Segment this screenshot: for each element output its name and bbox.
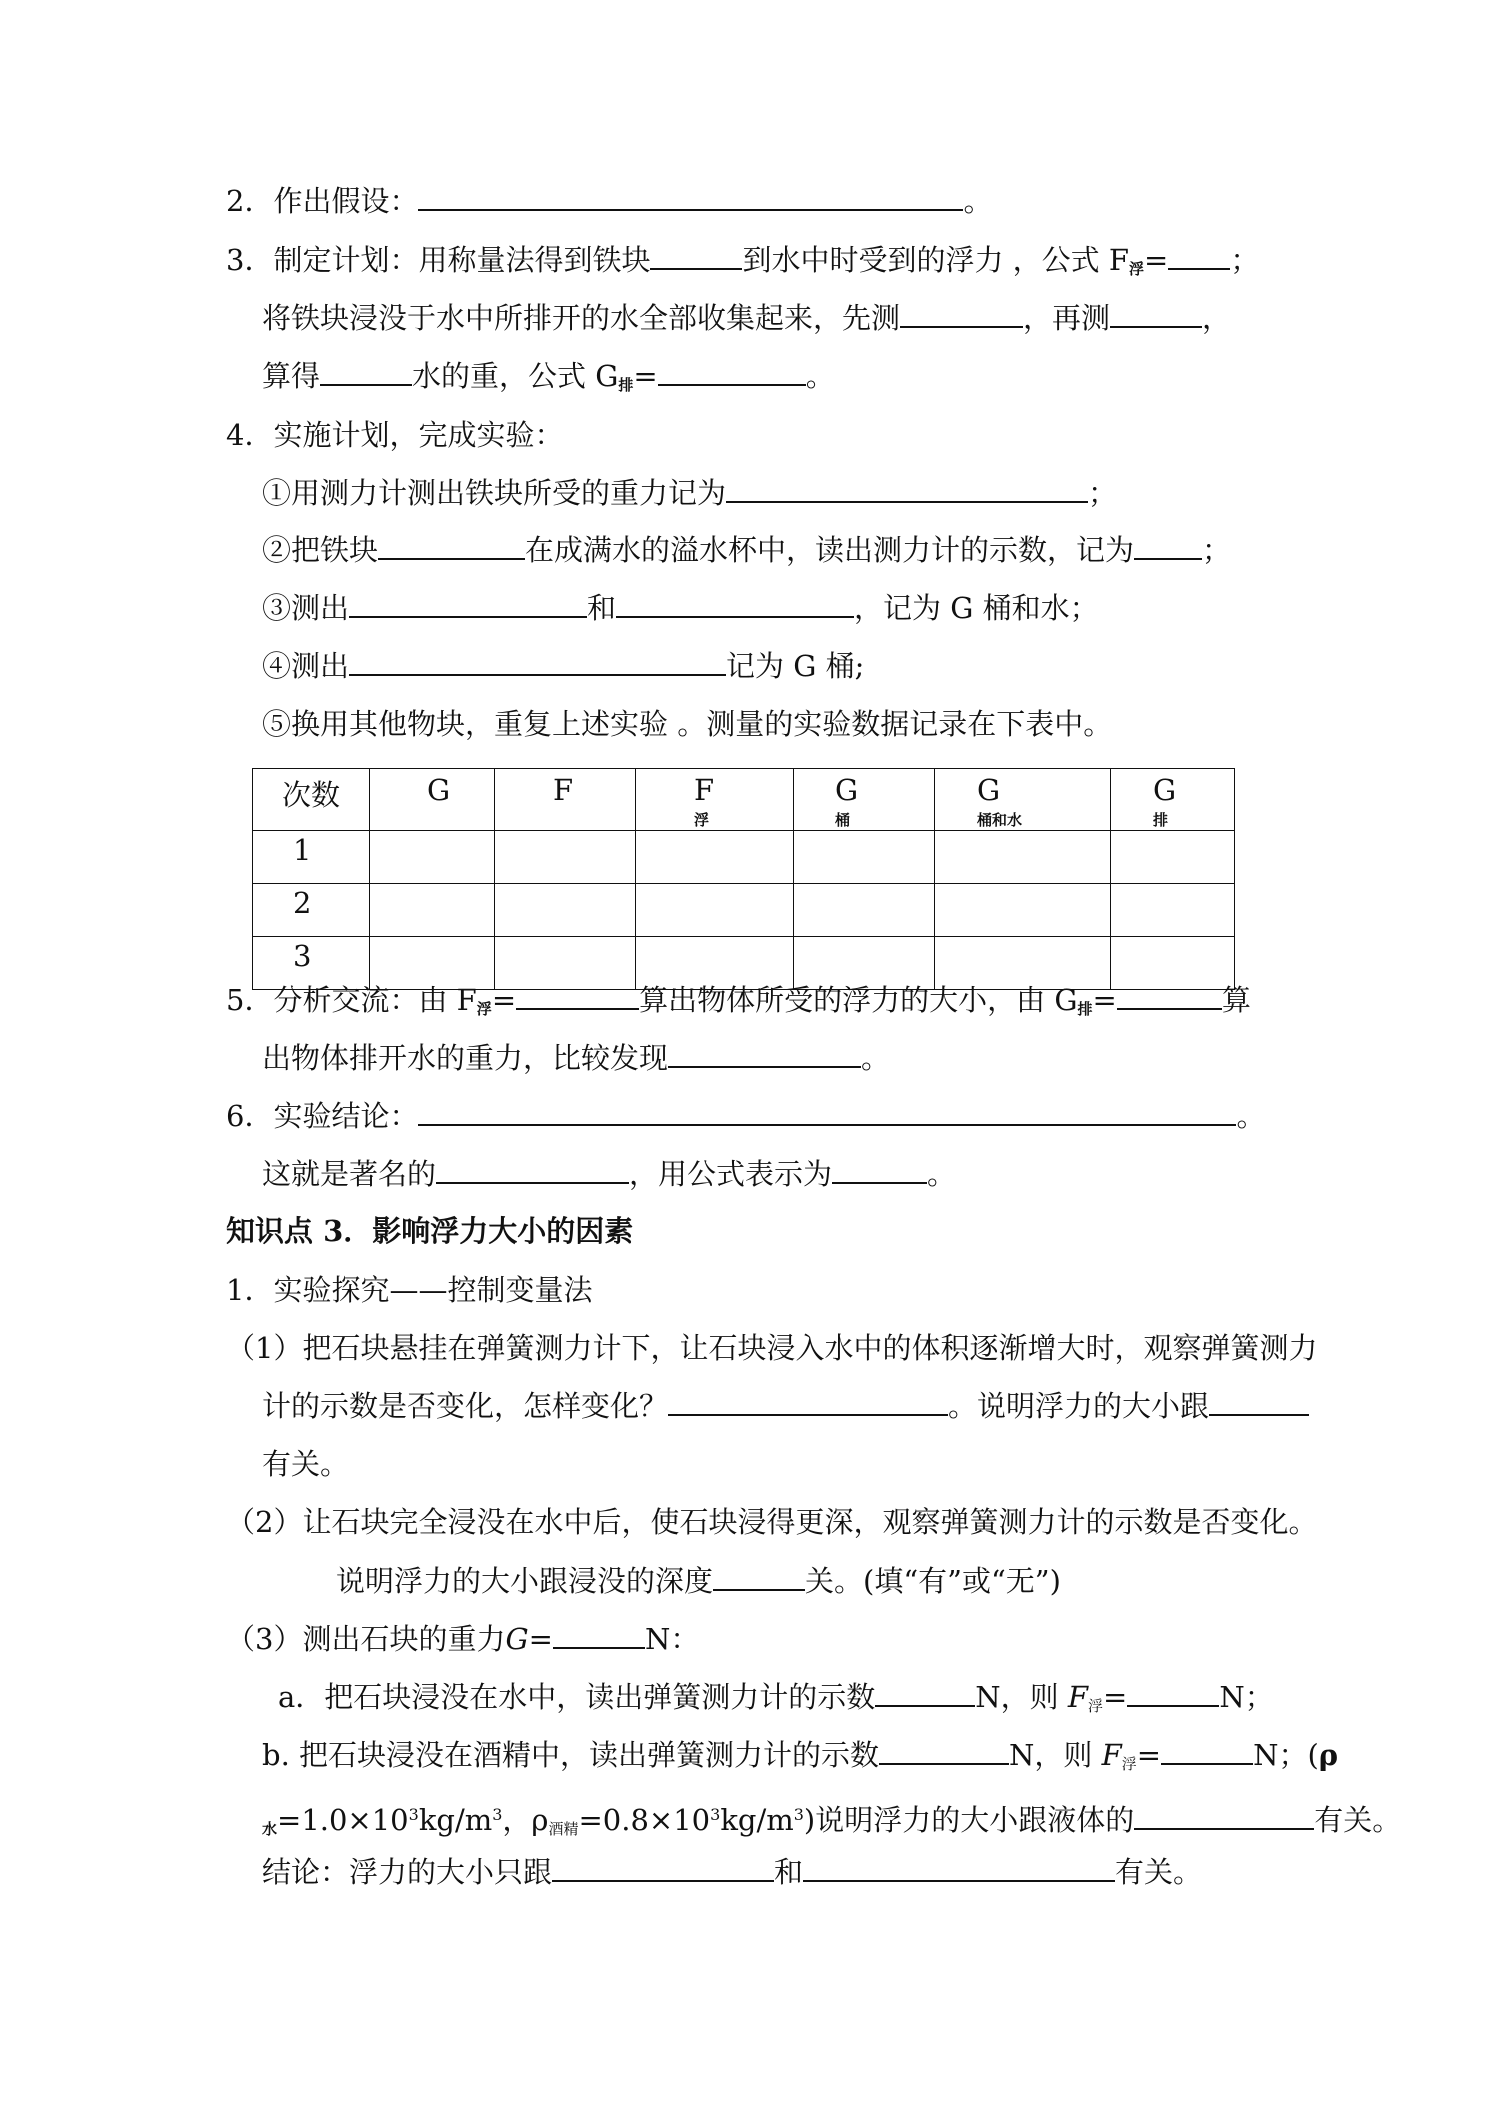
question-2-line-1: （2）让石块完全浸没在水中后，使石块浸得更深，观察弹簧测力计的示数是否变化。	[226, 1505, 1318, 1539]
question-1-line-2: 计的示数是否变化，怎样变化？ 。说明浮力的大小跟	[262, 1386, 1309, 1426]
row-number-cell: 2	[253, 884, 370, 937]
step-3: ③测出 和 ，记为 G 桶和水；	[262, 588, 1099, 628]
answer-blank[interactable]	[832, 1154, 927, 1184]
table-cell[interactable]	[1111, 884, 1235, 937]
data-table	[252, 768, 1235, 990]
step-5: ⑤换用其他物块，重复上述实验 。测量的实验数据记录在下表中。	[262, 707, 1113, 741]
section-6-line-1: 6．实验结论： 。	[226, 1096, 1265, 1136]
answer-blank[interactable]	[713, 1561, 805, 1591]
table-row	[253, 831, 1235, 884]
table-cell[interactable]	[370, 884, 495, 937]
answer-blank[interactable]	[349, 588, 587, 618]
header-cell: F	[495, 769, 636, 831]
answer-blank[interactable]	[668, 1386, 948, 1416]
answer-blank[interactable]	[1168, 240, 1230, 270]
answer-blank[interactable]	[320, 356, 412, 386]
answer-blank[interactable]	[1134, 530, 1202, 560]
table-cell[interactable]	[794, 884, 935, 937]
table-cell[interactable]	[636, 831, 794, 884]
answer-blank[interactable]	[726, 473, 1088, 503]
question-3b-line-2: $_水=1.0\times 10^3kg/m^3$，ρ酒精$=0.8\times 10^3kg/m^3$)说明浮力的大小跟液体的 有关。	[262, 1795, 1401, 1849]
question-3a: a．把石块浸没在水中，读出弹簧测力计的示数 N，则 F浮= N；	[278, 1677, 1274, 1726]
answer-blank[interactable]	[1134, 1800, 1314, 1830]
question-3b-line-1: b. 把石块浸没在酒精中，读出弹簧测力计的示数 N，则 F浮= N；(ρ	[262, 1735, 1338, 1784]
section-6-line-2: 这就是著名的 ，用公式表示为 。	[262, 1154, 956, 1194]
table-cell[interactable]	[1111, 831, 1235, 884]
answer-blank[interactable]	[553, 1619, 645, 1649]
header-cell: G	[370, 769, 495, 831]
table-cell[interactable]	[935, 884, 1111, 937]
step-1: ①用测力计测出铁块所受的重力记为 ；	[262, 473, 1117, 513]
header-cell: G 排	[1111, 769, 1235, 831]
answer-blank[interactable]	[1117, 980, 1222, 1010]
answer-blank[interactable]	[650, 240, 742, 270]
table-cell[interactable]	[794, 831, 935, 884]
section-3-line-2: 将铁块浸没于水中所排开的水全部收集起来，先测 ，再测 ，	[262, 298, 1231, 338]
section-4-title: 4．实施计划，完成实验：	[226, 418, 564, 452]
answer-blank[interactable]	[418, 1096, 1236, 1126]
step-4: ④测出 记为 G 桶;	[262, 646, 864, 686]
answer-blank[interactable]	[616, 588, 854, 618]
table-cell[interactable]	[495, 884, 636, 937]
answer-blank[interactable]	[378, 530, 525, 560]
section-5-line-2: 出物体排开水的重力，比较发现 。	[262, 1038, 890, 1078]
answer-blank[interactable]	[875, 1677, 975, 1707]
answer-blank[interactable]	[1127, 1677, 1219, 1707]
table-row	[253, 884, 1235, 937]
answer-blank[interactable]	[879, 1735, 1009, 1765]
knowledge-point-3-heading: 知识点 3．影响浮力大小的因素	[226, 1214, 634, 1248]
table-header-row	[253, 769, 1235, 831]
answer-blank[interactable]	[900, 298, 1023, 328]
section-3-line-3: 算得 水的重，公式 $G_排=$ 。	[262, 356, 835, 405]
answer-blank[interactable]	[418, 181, 963, 211]
header-cell: G 桶和水	[935, 769, 1111, 831]
answer-blank[interactable]	[1110, 298, 1202, 328]
experiment-title: 1．实验探究——控制变量法	[226, 1273, 593, 1307]
section-5-line-1: 5．分析交流：由 $F_浮=$ 算出物体所受的浮力的大小，由 $G_排=$ 算	[226, 980, 1251, 1029]
question-1-line-1: （1）把石块悬挂在弹簧测力计下，让石块浸入水中的体积逐渐增大时，观察弹簧测力	[226, 1331, 1318, 1365]
answer-blank[interactable]	[516, 980, 639, 1010]
row-number-cell: 3	[253, 937, 370, 990]
table-cell[interactable]	[636, 884, 794, 937]
question-1-line-3: 有关。	[262, 1447, 350, 1481]
answer-blank[interactable]	[803, 1852, 1115, 1882]
step-2: ②把铁块 在成满水的溢水杯中，读出测力计的示数，记为 ；	[262, 530, 1231, 570]
header-cell: F 浮	[636, 769, 794, 831]
question-3: （3）测出石块的重力G= N：	[226, 1619, 699, 1659]
table-cell[interactable]	[495, 831, 636, 884]
conclusion-line: 结论：浮力的大小只跟 和 有关。	[262, 1852, 1202, 1892]
answer-blank[interactable]	[1161, 1735, 1253, 1765]
header-cell: 次数	[253, 769, 370, 831]
header-cell: G 桶	[794, 769, 935, 831]
row-number-cell: 1	[253, 831, 370, 884]
section-2-hypothesis: 2．作出假设： 。	[226, 181, 992, 221]
table-cell[interactable]	[370, 831, 495, 884]
question-2-line-2: 说明浮力的大小跟浸没的深度 关。(填“有”或“无”)	[336, 1561, 1061, 1601]
answer-blank[interactable]	[1209, 1386, 1309, 1416]
answer-blank[interactable]	[552, 1852, 774, 1882]
answer-blank[interactable]	[349, 646, 726, 676]
section-3-line-1: 3．制定计划：用称量法得到铁块 到水中时受到的浮力 ，公式 $F_浮=$ ；	[226, 240, 1259, 289]
answer-blank[interactable]	[658, 356, 806, 386]
answer-blank[interactable]	[436, 1154, 629, 1184]
table-cell[interactable]	[935, 831, 1111, 884]
answer-blank[interactable]	[668, 1038, 861, 1068]
